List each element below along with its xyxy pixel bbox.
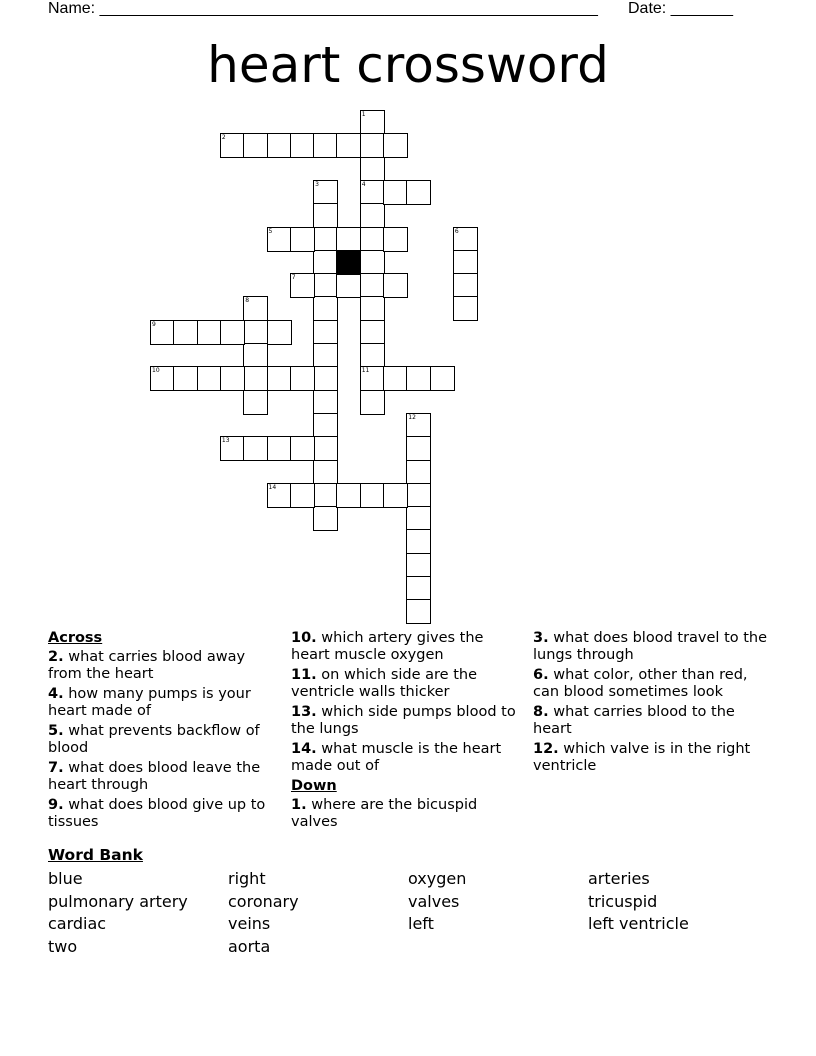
crossword-cell[interactable] — [220, 133, 245, 158]
clue-number: 12. — [533, 741, 559, 757]
word-bank-item: arteries — [588, 869, 650, 888]
clue-text: what does blood travel to the lungs through — [533, 630, 768, 663]
crossword-cell[interactable] — [197, 320, 222, 345]
crossword-cell[interactable] — [313, 203, 338, 228]
crossword-cell[interactable] — [406, 413, 431, 438]
crossword-cell[interactable] — [173, 320, 198, 345]
crossword-cell[interactable] — [406, 506, 431, 531]
crossword-cell[interactable] — [290, 273, 315, 298]
crossword-cell[interactable] — [453, 273, 478, 298]
crossword-cell[interactable] — [406, 576, 431, 601]
word-bank — [48, 868, 768, 958]
word-bank-item: two — [48, 936, 78, 956]
clue-number: 9. — [48, 797, 64, 813]
crossword-cell[interactable] — [360, 366, 385, 391]
down-clue-list — [291, 797, 516, 831]
crossword-cell[interactable] — [406, 180, 431, 205]
crossword-cell[interactable] — [383, 227, 408, 252]
clue-text: on which side are the ventricle walls thicker — [291, 667, 477, 700]
clue-text: what color, other than red, can blood sometimes look — [533, 667, 748, 700]
across-clue-list-continued — [291, 630, 516, 775]
clue-number: 4. — [48, 686, 64, 702]
crossword-cell[interactable] — [453, 250, 478, 275]
clue-number: 14. — [291, 741, 317, 757]
word-bank-item: coronary — [228, 891, 299, 911]
crossword-cell[interactable] — [267, 227, 292, 252]
crossword-cell[interactable] — [360, 110, 385, 135]
cell-number: 3 — [315, 180, 319, 188]
crossword-cell[interactable] — [360, 343, 385, 368]
crossword-cell[interactable] — [243, 366, 268, 391]
crossword-cell[interactable] — [267, 133, 292, 158]
crossword-cell[interactable] — [313, 506, 338, 531]
crossword-cell[interactable] — [453, 227, 478, 252]
crossword-cell[interactable] — [383, 483, 408, 508]
cell-number: 6 — [454, 227, 459, 235]
crossword-cell[interactable] — [406, 483, 431, 508]
name-field-label[interactable]: Name: ________________________________________________________ — [48, 0, 598, 17]
clue-text: what does blood leave the heart through — [48, 760, 261, 793]
crossword-cell[interactable] — [220, 320, 245, 345]
crossword-cell[interactable] — [336, 133, 361, 158]
crossword-cell[interactable] — [360, 157, 385, 182]
clue-text: what does blood give up to tissues — [48, 797, 266, 830]
across-clue-list — [48, 649, 273, 831]
cell-number: 5 — [268, 227, 273, 235]
clue-item — [48, 649, 273, 683]
cell-number: 2 — [221, 134, 226, 142]
clue-number: 6. — [533, 667, 549, 683]
clue-item — [533, 667, 773, 701]
cell-number: 10 — [152, 367, 160, 375]
crossword-cell[interactable] — [290, 366, 315, 391]
crossword-cell[interactable] — [313, 366, 338, 391]
clue-item — [291, 797, 516, 831]
crossword-cell[interactable] — [336, 227, 361, 252]
crossword-cell[interactable] — [383, 180, 408, 205]
crossword-cell[interactable] — [406, 366, 431, 391]
date-field-label[interactable]: Date: _______ — [628, 0, 733, 17]
clues-column-2 — [291, 630, 516, 834]
crossword-cell[interactable] — [313, 296, 338, 321]
down-clue-list-continued — [533, 630, 773, 775]
clue-text: how many pumps is your heart made of — [48, 686, 251, 719]
clue-text: which artery gives the heart muscle oxygen — [291, 630, 484, 663]
crossword-cell[interactable] — [383, 133, 408, 158]
cell-number: 7 — [291, 274, 296, 282]
word-bank-item: veins — [228, 914, 271, 933]
crossword-cell[interactable] — [313, 483, 338, 508]
cell-number: 9 — [152, 320, 156, 328]
clue-item — [291, 741, 516, 775]
word-bank-item: aorta — [228, 936, 271, 956]
crossword-cell[interactable] — [243, 296, 268, 321]
clue-item — [48, 760, 273, 794]
crossword-cell[interactable] — [313, 343, 338, 368]
crossword-cell[interactable] — [267, 483, 292, 508]
crossword-cell[interactable] — [360, 203, 385, 228]
crossword-cell[interactable] — [313, 227, 338, 252]
crossword-cell[interactable] — [383, 366, 408, 391]
word-bank-item: right — [228, 869, 266, 888]
crossword-cell[interactable] — [313, 390, 338, 415]
crossword-cell[interactable] — [197, 366, 222, 391]
crossword-cell[interactable] — [243, 436, 268, 461]
crossword-cell[interactable] — [313, 273, 338, 298]
crossword-cell[interactable] — [360, 320, 385, 345]
crossword-cell[interactable] — [360, 250, 385, 275]
word-bank-item: tricuspid — [588, 891, 658, 911]
clue-item — [533, 704, 773, 738]
crossword-cell[interactable] — [360, 273, 385, 298]
word-bank-item: left ventricle — [588, 914, 689, 933]
crossword-cell[interactable] — [313, 320, 338, 345]
crossword-cell[interactable] — [313, 413, 338, 438]
clue-item — [48, 686, 273, 720]
clue-number: 3. — [533, 630, 549, 646]
across-heading: Across — [48, 630, 103, 646]
clue-number: 1. — [291, 797, 307, 813]
crossword-cell[interactable] — [267, 366, 292, 391]
down-heading: Down — [291, 778, 337, 794]
word-bank-item: left — [408, 914, 434, 933]
crossword-cell[interactable] — [406, 599, 431, 624]
clue-number: 8. — [533, 704, 549, 720]
crossword-cell[interactable] — [430, 366, 455, 391]
clue-text: which valve is in the right ventricle — [533, 741, 751, 774]
clue-text: where are the bicuspid valves — [291, 797, 478, 830]
word-bank-item: blue — [48, 869, 83, 888]
crossword-cell[interactable] — [243, 133, 268, 158]
crossword-cell[interactable] — [173, 366, 198, 391]
crossword-cell[interactable] — [453, 296, 478, 321]
crossword-cell[interactable] — [290, 133, 315, 158]
cell-number: 8 — [245, 297, 250, 305]
word-bank-item: oxygen — [408, 869, 467, 888]
clue-number: 11. — [291, 667, 317, 683]
crossword-cell[interactable] — [313, 180, 338, 205]
cell-number: 13 — [221, 437, 230, 445]
cell-number: 11 — [361, 367, 370, 375]
crossword-cell[interactable] — [360, 227, 385, 252]
clues-column-3 — [533, 630, 773, 778]
clue-item — [291, 667, 516, 701]
crossword-cell[interactable] — [267, 436, 292, 461]
clue-number: 7. — [48, 760, 64, 776]
clue-item — [48, 723, 273, 757]
crossword-cell[interactable] — [243, 343, 268, 368]
clue-item — [291, 630, 516, 664]
crossword-cell[interactable] — [406, 436, 431, 461]
crossword-cell[interactable] — [290, 483, 315, 508]
crossword-cell[interactable] — [360, 133, 385, 158]
page-title: heart crossword — [207, 36, 609, 94]
clue-item — [291, 704, 516, 738]
clues-column-1 — [48, 630, 273, 834]
crossword-cell[interactable] — [360, 296, 385, 321]
clue-number: 5. — [48, 723, 64, 739]
crossword-cell[interactable] — [313, 250, 338, 275]
clue-number: 13. — [291, 704, 317, 720]
clue-item — [533, 741, 773, 775]
cell-number: 4 — [361, 180, 366, 188]
cell-number: 1 — [361, 111, 366, 118]
crossword-cell[interactable] — [360, 483, 385, 508]
crossword-cell[interactable] — [336, 273, 361, 298]
crossword-cell[interactable] — [290, 436, 315, 461]
crossword-cell[interactable] — [243, 320, 268, 345]
crossword-cell[interactable] — [406, 553, 431, 578]
word-bank-item: valves — [408, 891, 460, 911]
clue-text: what carries blood to the heart — [533, 704, 735, 737]
crossword-cell[interactable] — [336, 483, 361, 508]
clue-number: 2. — [48, 649, 64, 665]
crossword-cell[interactable] — [406, 529, 431, 554]
crossword-cell[interactable] — [313, 133, 338, 158]
clue-item — [48, 797, 273, 831]
crossword-cell[interactable] — [220, 366, 245, 391]
crossword-cell[interactable] — [220, 436, 245, 461]
word-bank-heading: Word Bank — [48, 846, 143, 864]
clue-number: 10. — [291, 630, 317, 646]
black-square — [336, 250, 361, 275]
crossword-cell[interactable] — [313, 436, 338, 461]
cell-number: 14 — [268, 483, 277, 491]
crossword-cell[interactable] — [150, 320, 175, 345]
crossword-cell[interactable] — [267, 320, 292, 345]
crossword-cell[interactable] — [243, 390, 268, 415]
crossword-cell[interactable] — [360, 390, 385, 415]
clue-item — [533, 630, 773, 664]
word-bank-item: pulmonary artery — [48, 891, 188, 911]
clue-text: what prevents backflow of blood — [48, 723, 260, 756]
crossword-cell[interactable] — [360, 180, 385, 205]
crossword-cell[interactable] — [290, 227, 315, 252]
clue-text: what muscle is the heart made out of — [291, 741, 502, 774]
crossword-cell[interactable] — [150, 366, 175, 391]
clue-text: what carries blood away from the heart — [48, 649, 246, 682]
cell-number: 12 — [408, 413, 416, 421]
crossword-cell[interactable] — [313, 460, 338, 485]
word-bank-item: cardiac — [48, 914, 107, 933]
crossword-cell[interactable] — [406, 460, 431, 485]
clue-text: which side pumps blood to the lungs — [291, 704, 516, 737]
crossword-cell[interactable] — [383, 273, 408, 298]
